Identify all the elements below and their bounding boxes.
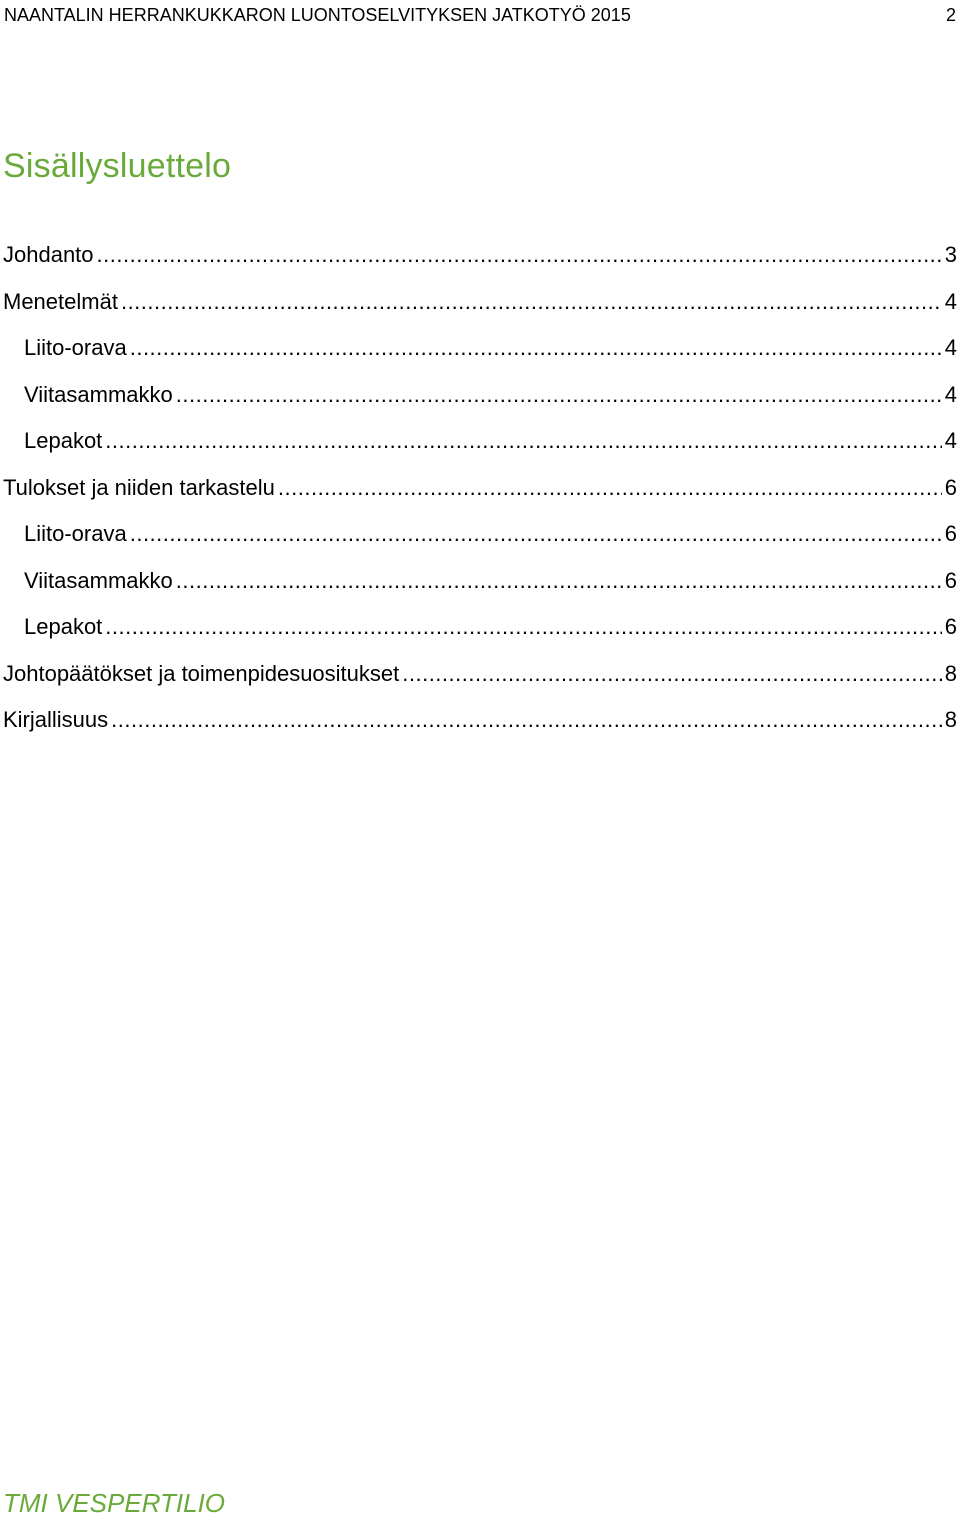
toc-entry[interactable] xyxy=(3,651,957,698)
toc-entry-label: Menetelmät xyxy=(3,288,118,314)
toc-entry-page: 6 xyxy=(944,521,957,546)
toc-subentry[interactable] xyxy=(3,604,957,651)
toc-entry-page: 6 xyxy=(944,567,957,593)
toc-subentry[interactable] xyxy=(3,325,957,372)
table-of-contents xyxy=(3,232,957,744)
toc-entry-page: 3 xyxy=(944,242,957,267)
toc-dot-leader xyxy=(105,418,941,465)
toc-subentry[interactable] xyxy=(3,558,957,605)
toc-dot-leader xyxy=(111,697,942,744)
toc-dot-leader xyxy=(402,651,942,698)
toc-entry-page: 8 xyxy=(944,660,957,686)
toc-entry-label: Lepakot xyxy=(24,428,103,453)
page-title: Sisällysluettelo xyxy=(3,147,232,185)
toc-entry-page: 4 xyxy=(944,335,957,360)
toc-entry-page: 4 xyxy=(944,288,957,314)
toc-dot-leader xyxy=(105,604,941,651)
toc-entry-label: Johtopäätökset ja toimenpidesuositukset xyxy=(3,660,400,686)
toc-entry[interactable] xyxy=(3,697,957,744)
toc-entry-label: Kirjallisuus xyxy=(3,707,109,732)
toc-dot-leader xyxy=(130,325,942,372)
toc-entry-label: Lepakot xyxy=(24,614,103,639)
toc-entry-label: Viitasammakko xyxy=(24,567,173,593)
toc-entry[interactable] xyxy=(3,465,957,512)
running-head-title: NAANTALIN HERRANKUKKARON LUONTOSELVITYKSEN JATKOTYÖ 2015 xyxy=(4,4,631,25)
toc-dot-leader xyxy=(176,558,942,605)
toc-entry-page: 6 xyxy=(944,474,957,500)
toc-subentry[interactable] xyxy=(3,418,957,465)
toc-dot-leader xyxy=(130,511,942,558)
toc-entry[interactable] xyxy=(3,232,957,279)
toc-entry[interactable] xyxy=(3,279,957,326)
toc-dot-leader xyxy=(97,232,942,279)
toc-entry-label: Liito-orava xyxy=(24,335,127,360)
toc-entry-label: Johdanto xyxy=(3,242,94,267)
toc-entry-label: Viitasammakko xyxy=(24,381,173,407)
toc-dot-leader xyxy=(176,372,942,419)
toc-entry-label: Liito-orava xyxy=(24,521,127,546)
toc-entry-label: Tulokset ja niiden tarkastelu xyxy=(3,474,275,500)
page-footer-brand: TMI VESPERTILIO xyxy=(3,1488,226,1518)
toc-subentry[interactable] xyxy=(3,372,957,419)
toc-subentry[interactable] xyxy=(3,511,957,558)
toc-entry-page: 8 xyxy=(944,707,957,732)
toc-dot-leader xyxy=(278,465,942,512)
toc-entry-page: 6 xyxy=(944,614,957,639)
page-number: 2 xyxy=(945,4,956,25)
toc-entry-page: 4 xyxy=(944,381,957,407)
toc-dot-leader xyxy=(121,279,942,326)
toc-entry-page: 4 xyxy=(944,428,957,453)
page-header xyxy=(4,0,956,30)
